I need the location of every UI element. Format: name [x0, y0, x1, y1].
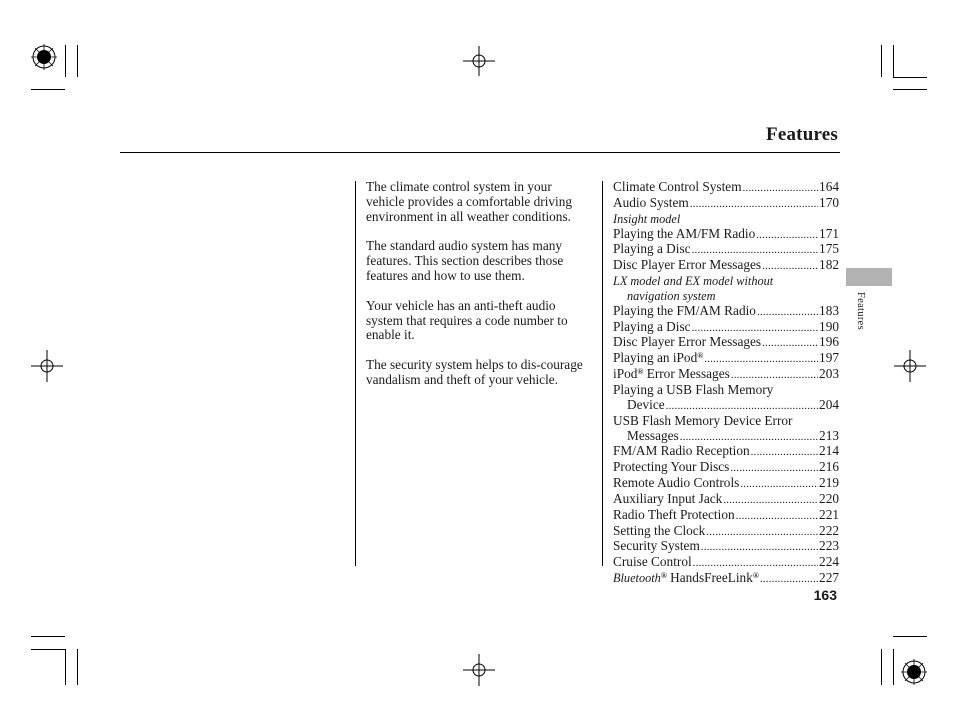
registration-target-icon — [30, 43, 58, 71]
toc-entry-clock[interactable]: Setting the Clock ..... 222 — [613, 524, 839, 540]
section-tab — [846, 268, 892, 286]
toc-entry-disc-errors[interactable]: Disc Player Error Messages ..... 196 — [613, 335, 839, 351]
toc-entry-audio[interactable]: Audio System ..... 170 — [613, 196, 839, 212]
toc-entry-usb[interactable]: Playing a USB Flash Memory Device ..... 204 — [613, 383, 839, 414]
intro-paragraph: The security system helps to dis-courage vandalism and theft of your vehicle. — [366, 356, 583, 387]
toc-entry-reception[interactable]: FM/AM Radio Reception ..... 214 — [613, 444, 839, 460]
toc-entry-climate[interactable]: Climate Control System ..... 164 — [613, 180, 839, 196]
toc-entry-ipod-errors[interactable]: iPod® Error Messages ..... 203 — [613, 367, 839, 383]
crosshair-icon — [463, 46, 495, 76]
section-tab-label: Features — [855, 292, 866, 330]
toc-entry-fm-am-radio[interactable]: Playing the FM/AM Radio ..... 183 — [613, 304, 839, 320]
intro-paragraph: The standard audio system has many features. This section describes those features and how to use them. — [366, 238, 564, 284]
toc-entry-bluetooth[interactable]: Bluetooth® HandsFreeLink® ..... 227 — [613, 571, 839, 587]
toc-entry-am-fm-radio[interactable]: Playing the AM/FM Radio ..... 171 — [613, 227, 839, 243]
toc-entry-protecting-discs[interactable]: Protecting Your Discs ..... 216 — [613, 460, 839, 476]
toc-entry-theft-protection[interactable]: Radio Theft Protection ..... 221 — [613, 508, 839, 524]
column-divider — [602, 181, 603, 566]
toc-model-note: navigation system — [627, 288, 716, 303]
toc-entry-disc-errors[interactable]: Disc Player Error Messages ..... 182 — [613, 258, 839, 274]
registration-target-icon — [900, 658, 928, 686]
toc-entry-ipod[interactable]: Playing an iPod® ..... 197 — [613, 351, 839, 367]
toc-entry-aux-jack[interactable]: Auxiliary Input Jack ..... 220 — [613, 492, 839, 508]
intro-text — [366, 180, 590, 402]
toc-entry-security[interactable]: Security System ..... 223 — [613, 539, 839, 555]
toc-entry-remote-controls[interactable]: Remote Audio Controls ..... 219 — [613, 476, 839, 492]
crosshair-icon — [463, 654, 495, 686]
crosshair-icon — [31, 350, 63, 382]
column-divider — [355, 181, 356, 566]
toc-entry-cruise[interactable]: Cruise Control ..... 224 — [613, 555, 839, 571]
crosshair-icon — [894, 350, 926, 382]
toc-entry-usb-errors[interactable]: USB Flash Memory Device Error Messages ..... 213 — [613, 414, 839, 445]
intro-paragraph: The climate control system in your vehicle provides a comfortable driving environment in all weather conditions. — [366, 179, 573, 224]
header-rule — [120, 152, 840, 153]
page-title: Features — [766, 124, 838, 145]
toc-entry-disc[interactable]: Playing a Disc ..... 175 — [613, 242, 839, 258]
intro-paragraph: Your vehicle has an anti-theft audio system that requires a code number to enable it. — [366, 297, 568, 343]
toc-model-note: LX model and EX model without — [613, 274, 774, 289]
page-number: 163 — [813, 587, 837, 603]
toc-entry-disc[interactable]: Playing a Disc ..... 190 — [613, 320, 839, 336]
toc-model-note: Insight model — [613, 211, 681, 226]
contents-list — [613, 180, 839, 587]
